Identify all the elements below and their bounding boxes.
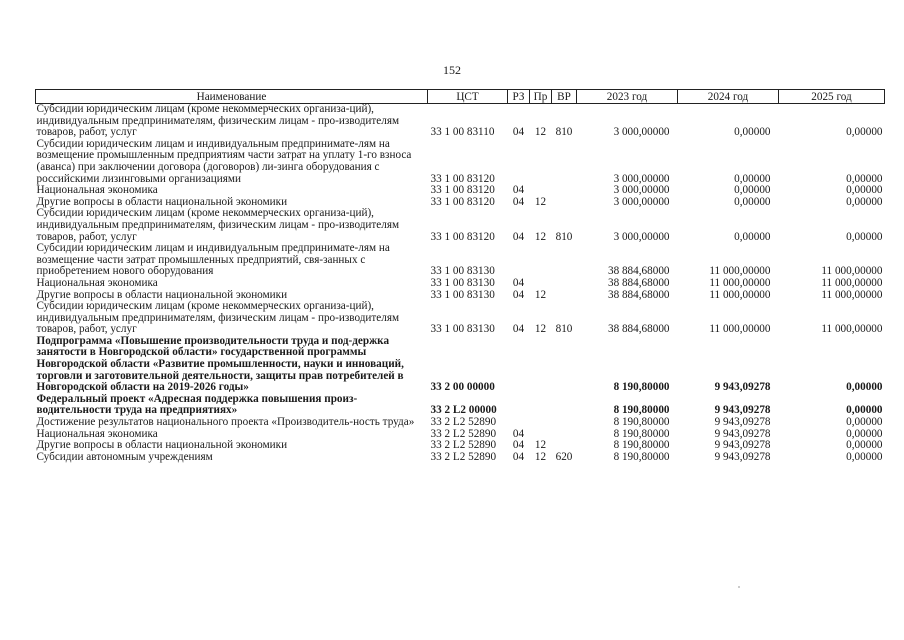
cell-rz [508,394,530,417]
cell-2024: 9 943,09278 [714,416,771,429]
cell-cst: 33 1 00 83120 [430,184,495,197]
cell-2024: 9 943,09278 [714,381,771,394]
cell-2025: 11 000,00000 [821,288,883,301]
cell-2023: 3 000,00000 [613,230,670,243]
cell-cst: 33 1 00 83110 [430,126,495,139]
cell-pr: 12 [534,450,547,463]
cell-2024: 11 000,00000 [709,265,771,278]
header-name: Наименование [36,90,428,104]
header-2025: 2025 год [779,90,885,104]
cell-pr: 12 [534,439,547,452]
table-row [36,104,885,139]
cell-2025: 0,00000 [846,230,883,243]
cell-2025: 11 000,00000 [821,276,883,289]
cell-2023: 38 884,68000 [607,323,670,336]
cell-vr [552,417,577,429]
cell-rz: 04 [512,427,525,440]
page-number: 152 [443,63,461,77]
cell-2023: 3 000,00000 [613,184,670,197]
cell-2023: 8 190,80000 [613,381,670,394]
cell-name: Субсидии юридическим лицам и индивидуальным предпринимате-лям на возмещение промышленным предприятиям части затрат на уплату 1-го взноса (аванса) при заключении договора (договоров) ли-зинга оборудования с российскими лизинговыми организациями [36,137,412,185]
cell-cst: 33 2 L2 52890 [430,450,497,463]
cell-cst: 33 2 L2 52890 [430,439,497,452]
cell-cst: 33 2 L2 00000 [430,404,497,417]
cell-rz [508,417,530,429]
cell-2024: 9 943,09278 [714,450,771,463]
table-row [36,417,885,429]
cell-2025: 0,00000 [846,427,883,440]
cell-2025: 11 000,00000 [821,265,883,278]
cell-pr: 12 [534,288,547,301]
cell-vr [552,243,577,278]
cell-pr: 12 [534,323,547,336]
cell-name: Национальная экономика [36,184,158,197]
cell-2024: 0,00000 [734,172,771,185]
table-body [36,104,885,464]
cell-cst: 33 1 00 83130 [430,288,495,301]
cell-2024: 0,00000 [734,184,771,197]
table-row [36,452,885,464]
cell-2023: 38 884,68000 [607,276,670,289]
cell-2023: 3 000,00000 [613,126,670,139]
cell-pr: 12 [534,126,547,139]
header-pr: Пр [530,90,552,104]
table-row [36,243,885,278]
cell-vr: 810 [555,126,573,139]
cell-vr [552,197,577,209]
table-row [36,278,885,290]
cell-2023: 3 000,00000 [613,172,670,185]
cell-rz [508,243,530,278]
cell-cst: 33 1 00 83130 [430,265,495,278]
cell-2025: 0,00000 [846,126,883,139]
cell-rz: 04 [512,230,525,243]
cell-2024: 0,00000 [734,230,771,243]
cell-pr [530,336,552,394]
cell-2024: 11 000,00000 [709,288,771,301]
cell-cst: 33 1 00 83120 [430,195,495,208]
table-row [36,185,885,197]
header-cst: ЦСТ [428,90,508,104]
cell-vr [552,278,577,290]
cell-rz: 04 [512,450,525,463]
cell-rz: 04 [512,288,525,301]
cell-2023: 38 884,68000 [607,265,670,278]
table-header [36,90,885,104]
cell-pr: 12 [534,230,547,243]
cell-name: Другие вопросы в области национальной экономики [36,288,288,301]
cell-cst: 33 2 00 00000 [430,381,495,394]
cell-2023: 8 190,80000 [613,439,670,452]
cell-rz: 04 [512,126,525,139]
header-vr: ВР [552,90,577,104]
cell-name: Национальная экономика [36,276,158,289]
cell-rz [508,336,530,394]
cell-cst: 33 1 00 83130 [430,323,495,336]
table-row [36,336,885,394]
cell-2025: 11 000,00000 [821,323,883,336]
header-row [36,90,885,104]
table-row [36,394,885,417]
cell-name: Субсидии автономным учреждениям [36,450,213,463]
cell-name: Федеральный проект «Адресная поддержка повышения произ-водительности труда на предприятиях» [36,392,358,417]
cell-2025: 0,00000 [846,416,883,429]
cell-cst: 33 1 00 83130 [430,276,495,289]
cell-vr [552,336,577,394]
cell-name: Субсидии юридическим лицам и индивидуальным предпринимате-лям на возмещение части затрат промышленных предприятий, свя-занных с приобретением нового оборудования [36,242,390,278]
cell-rz: 04 [512,195,525,208]
budget-table [35,89,885,463]
cell-name: Субсидии юридическим лицам (кроме некоммерческих организа-ций), индивидуальным предпринимателям, физическим лицам - про-изводителям товаров, работ, услуг [36,103,400,139]
cell-pr [530,243,552,278]
cell-2023: 38 884,68000 [607,288,670,301]
table-row [36,139,885,185]
header-2023: 2023 год [577,90,678,104]
cell-pr [530,185,552,197]
cell-2024: 11 000,00000 [709,323,771,336]
cell-vr: 620 [555,450,573,463]
cell-2023: 8 190,80000 [613,427,670,440]
cell-rz [508,139,530,185]
cell-2024: 9 943,09278 [714,404,771,417]
header-2024: 2024 год [678,90,779,104]
cell-2023: 8 190,80000 [613,450,670,463]
cell-cst: 33 2 L2 52890 [430,416,497,429]
cell-2023: 8 190,80000 [613,416,670,429]
cell-rz: 04 [512,323,525,336]
cell-2023: 3 000,00000 [613,195,670,208]
cell-2023: 8 190,80000 [613,404,670,417]
cell-2025: 0,00000 [846,439,883,452]
cell-pr [530,417,552,429]
cell-pr [530,394,552,417]
cell-2024: 9 943,09278 [714,427,771,440]
cell-rz: 04 [512,439,525,452]
cell-2025: 0,00000 [846,404,883,417]
cell-cst: 33 2 L2 52890 [430,427,497,440]
cell-2024: 9 943,09278 [714,439,771,452]
cell-vr [552,394,577,417]
cell-vr: 810 [555,230,573,243]
cell-vr [552,429,577,441]
table-row [36,208,885,243]
cell-rz: 04 [512,276,525,289]
cell-2025: 0,00000 [846,450,883,463]
cell-2024: 11 000,00000 [709,276,771,289]
cell-2025: 0,00000 [846,381,883,394]
cell-vr [552,290,577,302]
cell-2025: 0,00000 [846,195,883,208]
cell-pr [530,278,552,290]
cell-2025: 0,00000 [846,184,883,197]
cell-cst: 33 1 00 83120 [430,172,495,185]
cell-2025: 0,00000 [846,172,883,185]
cell-cst: 33 1 00 83120 [430,230,495,243]
cell-vr: 810 [555,323,573,336]
cell-name: Достижение результатов национального проекта «Производитель-ность труда» [36,416,415,429]
cell-name: Другие вопросы в области национальной экономики [36,195,288,208]
cell-vr [552,139,577,185]
cell-name: Субсидии юридическим лицам (кроме некоммерческих организа-ций), индивидуальным предпринимателям, физическим лицам - про-изводителям товаров, работ, услуг [36,207,400,243]
cell-2024: 0,00000 [734,195,771,208]
header-rz: РЗ [508,90,530,104]
cell-name: Национальная экономика [36,427,158,440]
cell-pr [530,139,552,185]
cell-name: Подпрограмма «Повышение производительности труда и под-держка занятости в Новгородской области» государственной программы Новгородской области «Развитие промышленности, науки и инноваций, торговли и заготовительной деятельности, защиты прав потребителей в Новгородской области на 2019-2026 годы» [36,334,404,394]
cell-rz: 04 [512,184,525,197]
cell-vr [552,185,577,197]
table-row [36,301,885,336]
cell-2024: 0,00000 [734,126,771,139]
cell-name: Другие вопросы в области национальной экономики [36,439,288,452]
cell-name: Субсидии юридическим лицам (кроме некоммерческих организа-ций), индивидуальным предпринимателям, физическим лицам - про-изводителям товаров, работ, услуг [36,300,400,336]
scan-speck [738,586,740,588]
cell-pr: 12 [534,195,547,208]
